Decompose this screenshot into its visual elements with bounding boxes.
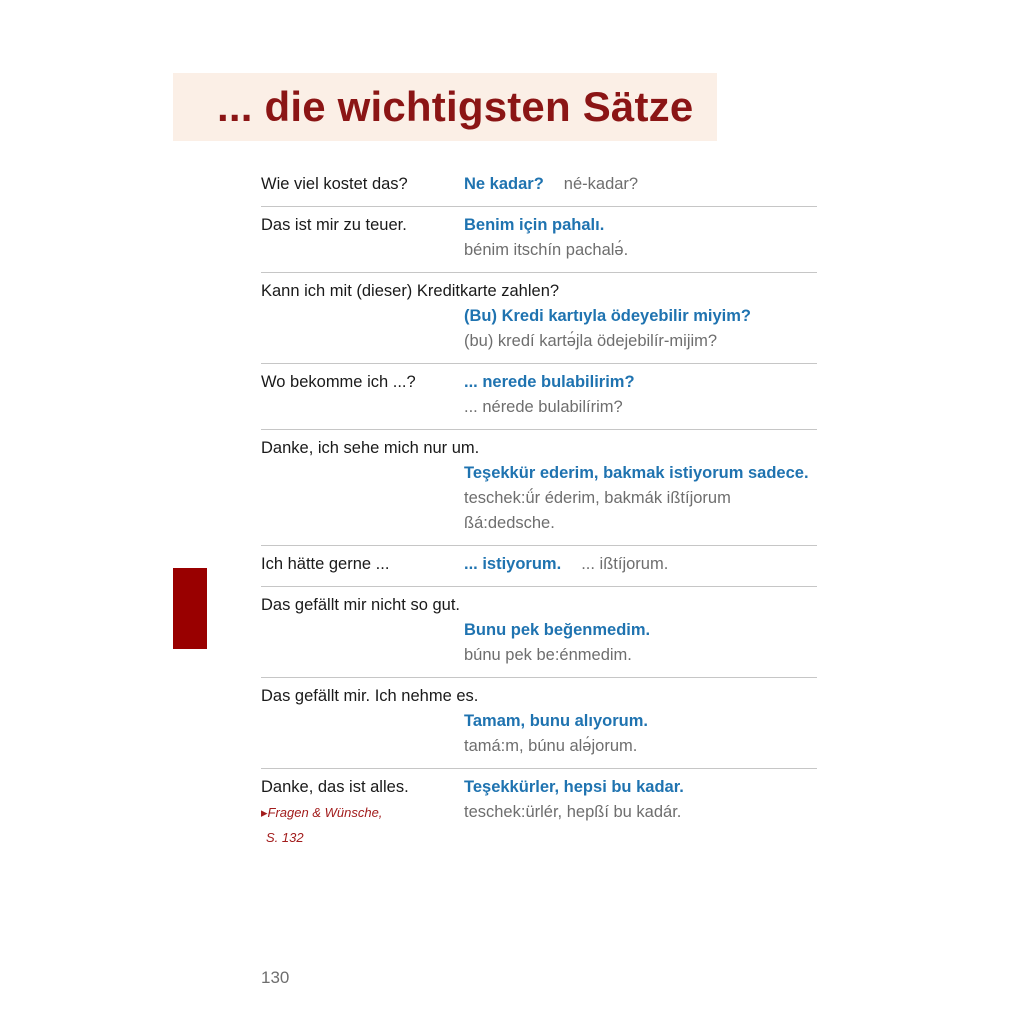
german-phrase: Danke, ich sehe mich nur um.	[261, 439, 480, 457]
german-phrase: Danke, das ist alles.	[261, 778, 409, 796]
german-phrase: Ich hätte gerne ...	[261, 555, 390, 573]
turkish-phrase: ... nerede bulabilirim?	[464, 373, 635, 391]
german-phrase: Wo bekomme ich ...?	[261, 373, 416, 391]
german-phrase: Wie viel kostet das?	[261, 175, 408, 193]
german-phrase: Das ist mir zu teuer.	[261, 216, 407, 234]
page-title: ... die wichtigsten Sätze	[217, 83, 694, 130]
cross-reference-page[interactable]: S. 132	[266, 830, 304, 845]
german-phrase: Kann ich mit (dieser) Kreditkarte zahlen?	[261, 282, 560, 300]
turkish-phrase: (Bu) Kredi kartıyla ödeyebilir miyim?	[464, 307, 751, 325]
pronunciation: teschek:ürlér, hepßí bu kadár.	[464, 803, 682, 821]
page-number: 130	[261, 968, 290, 987]
turkish-phrase: Teşekkürler, hepsi bu kadar.	[464, 778, 684, 796]
turkish-phrase: Tamam, bunu alıyorum.	[464, 712, 648, 730]
turkish-phrase: Bunu pek beğenmedim.	[464, 621, 651, 639]
turkish-phrase: ... istiyorum.	[464, 555, 562, 573]
phrase-row	[261, 430, 817, 546]
pronunciation: (bu) kredí kartə́jla ödejebilír-mijim?	[464, 332, 718, 350]
cross-reference-link[interactable]: ▸Fragen & Wünsche,	[261, 805, 383, 820]
phrase-row	[261, 364, 817, 430]
german-phrase: Das gefällt mir. Ich nehme es.	[261, 687, 479, 705]
phrase-row	[261, 678, 817, 769]
phrase-row	[261, 273, 817, 364]
pronunciation: tamá:m, búnu alə́jorum.	[464, 737, 638, 755]
pronunciation: bénim itschín pachalə́.	[464, 241, 629, 259]
phrase-row	[261, 546, 817, 587]
phrase-row	[261, 587, 817, 678]
pronunciation: ... nérede bulabilírim?	[464, 398, 623, 416]
turkish-phrase: Ne kadar?	[464, 175, 544, 193]
german-phrase-with-reference	[261, 775, 464, 850]
chapter-tab-marker	[173, 568, 207, 649]
pronunciation: ... ißtíjorum.	[581, 555, 669, 573]
phrase-row	[261, 207, 817, 273]
pronunciation: teschek:ǘr éderim, bakmák ißtíjorum ßá:dedsche.	[464, 489, 731, 532]
turkish-phrase: Teşekkür ederim, bakmak istiyorum sadece.	[464, 464, 809, 482]
turkish-phrase: Benim için pahalı.	[464, 216, 605, 234]
german-phrase: Das gefällt mir nicht so gut.	[261, 596, 460, 614]
phrase-row	[261, 769, 817, 859]
phrase-row	[261, 166, 817, 207]
phrase-list	[261, 166, 817, 859]
pronunciation: búnu pek be:énmedim.	[464, 646, 632, 664]
pronunciation: né-kadar?	[563, 175, 639, 193]
